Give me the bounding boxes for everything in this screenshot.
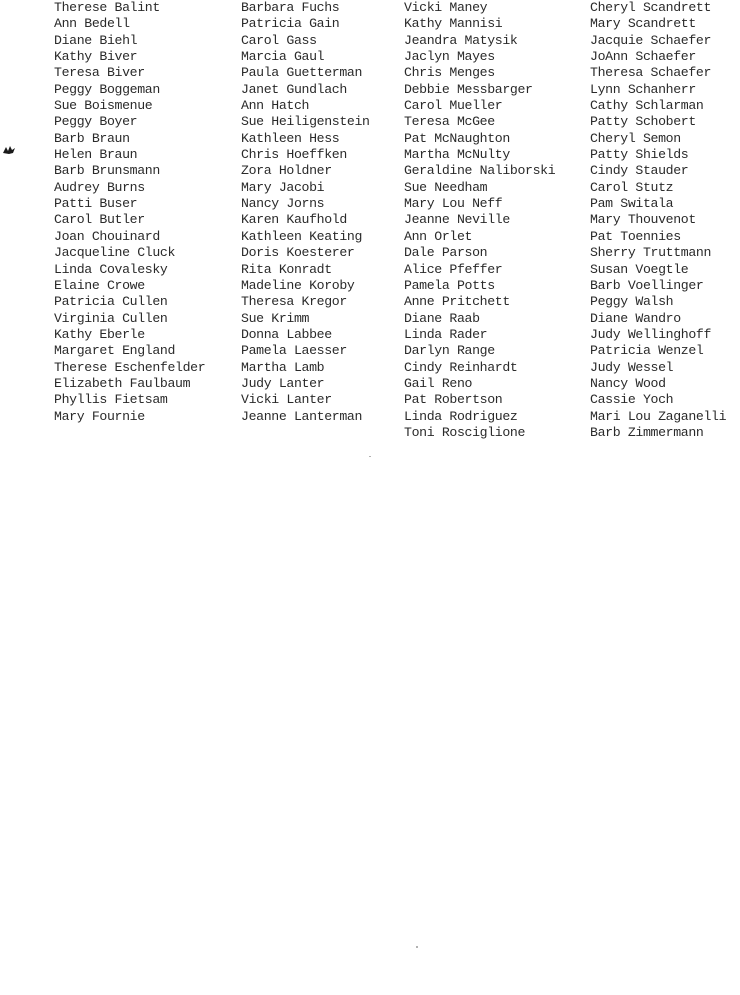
list-item: Peggy Boggeman — [54, 81, 160, 97]
list-item: Sue Krimm — [241, 310, 310, 326]
list-item: Mary Scandrett — [590, 16, 696, 32]
name-column-2 — [241, 0, 370, 425]
list-item: Patty Shields — [590, 147, 689, 163]
list-item: Cheryl Semon — [590, 130, 681, 146]
list-item: Susan Voegtle — [590, 261, 689, 277]
list-item: Therese Balint — [54, 0, 160, 15]
list-item: Mary Thouvenot — [590, 212, 696, 228]
list-item: Margaret England — [54, 343, 176, 359]
list-item: Dale Parson — [404, 245, 488, 261]
list-item: Barb Braun — [54, 130, 130, 146]
list-item: Elaine Crowe — [54, 277, 145, 293]
list-item: Cathy Schlarman — [590, 98, 704, 114]
list-item: Kathy Biver — [54, 49, 138, 65]
list-item: Kathy Eberle — [54, 326, 145, 342]
list-item: Diane Raab — [404, 310, 480, 326]
list-item: Peggy Boyer — [54, 114, 138, 130]
paper-speck — [369, 456, 371, 457]
list-item: Pam Switala — [590, 196, 674, 212]
list-item: Alice Pfeffer — [404, 261, 503, 277]
list-item: JoAnn Schaefer — [590, 49, 696, 65]
list-item: Jeandra Matysik — [404, 32, 518, 48]
list-item: Donna Labbee — [241, 326, 332, 342]
list-item: Sue Needham — [404, 179, 488, 195]
list-item: Sherry Truttmann — [590, 245, 712, 261]
list-item: Barb Voellinger — [590, 277, 704, 293]
list-item: Pat McNaughton — [404, 130, 510, 146]
list-item: Jaclyn Mayes — [404, 49, 495, 65]
list-item: Patricia Cullen — [54, 294, 168, 310]
list-item: Chris Hoeffken — [241, 147, 347, 163]
list-item: Paula Guetterman — [241, 65, 363, 81]
list-item: Cindy Reinhardt — [404, 359, 518, 375]
list-item: Sue Boismenue — [54, 98, 153, 114]
list-item: Martha McNulty — [404, 147, 510, 163]
list-item: Teresa McGee — [404, 114, 495, 130]
list-item: Diane Wandro — [590, 310, 681, 326]
list-item: Judy Wellinghoff — [590, 326, 712, 342]
list-item: Ann Orlet — [404, 228, 473, 244]
list-item: Theresa Kregor — [241, 294, 347, 310]
paper-speck — [416, 946, 418, 948]
list-item: Cindy Stauder — [590, 163, 689, 179]
list-item: Linda Covalesky — [54, 261, 168, 277]
list-item: Debbie Messbarger — [404, 81, 533, 97]
list-item: Sue Heiligenstein — [241, 114, 370, 130]
list-item: Vicki Maney — [404, 0, 488, 15]
list-item: Barb Zimmermann — [590, 424, 704, 440]
list-item: Jeanne Neville — [404, 212, 510, 228]
list-item: Virginia Cullen — [54, 310, 168, 326]
list-item: Jeanne Lanterman — [241, 408, 363, 424]
list-item: Mari Lou Zaganelli — [590, 408, 727, 424]
list-item: Jacqueline Cluck — [54, 245, 176, 261]
list-item: Patricia Gain — [241, 16, 340, 32]
list-item: Doris Koesterer — [241, 245, 355, 261]
list-item: Mary Lou Neff — [404, 196, 503, 212]
list-item: Pamela Laesser — [241, 343, 347, 359]
list-item: Elizabeth Faulbaum — [54, 375, 191, 391]
list-item: Barb Brunsmann — [54, 163, 160, 179]
list-item: Mary Jacobi — [241, 179, 325, 195]
list-item: Barbara Fuchs — [241, 0, 340, 15]
list-item: Marcia Gaul — [241, 49, 325, 65]
list-item: Carol Stutz — [590, 179, 674, 195]
list-item: Madeline Koroby — [241, 277, 355, 293]
list-item: Karen Kaufhold — [241, 212, 347, 228]
list-item: Pamela Potts — [404, 277, 495, 293]
list-item: Therese Eschenfelder — [54, 359, 206, 375]
list-item: Teresa Biver — [54, 65, 145, 81]
list-item: Patty Schobert — [590, 114, 696, 130]
name-column-3 — [404, 0, 555, 441]
list-item: Rita Konradt — [241, 261, 332, 277]
list-item: Pat Toennies — [590, 228, 681, 244]
list-item: Judy Lanter — [241, 375, 325, 391]
list-item: Geraldine Naliborski — [404, 163, 556, 179]
list-item: Carol Gass — [241, 32, 317, 48]
list-item: Phyllis Fietsam — [54, 392, 168, 408]
list-item: Janet Gundlach — [241, 81, 347, 97]
list-item: Jacquie Schaefer — [590, 32, 712, 48]
list-item: Audrey Burns — [54, 179, 145, 195]
list-item: Mary Fournie — [54, 408, 145, 424]
list-item: Kathleen Hess — [241, 130, 340, 146]
list-item: Lynn Schanherr — [590, 81, 696, 97]
list-item: Anne Pritchett — [404, 294, 510, 310]
ink-blot-mark — [2, 145, 16, 155]
list-item: Vicki Lanter — [241, 392, 332, 408]
list-item: Ann Hatch — [241, 98, 310, 114]
list-item: Carol Mueller — [404, 98, 503, 114]
list-item: Diane Biehl — [54, 32, 138, 48]
list-item: Patti Buser — [54, 196, 138, 212]
list-item: Cheryl Scandrett — [590, 0, 712, 15]
list-item: Patricia Wenzel — [590, 343, 704, 359]
list-item: Theresa Schaefer — [590, 65, 712, 81]
list-item: Linda Rader — [404, 326, 488, 342]
list-item: Carol Butler — [54, 212, 145, 228]
list-item: Helen Braun — [54, 147, 138, 163]
list-item: Peggy Walsh — [590, 294, 674, 310]
list-item: Ann Bedell — [54, 16, 130, 32]
list-item: Nancy Jorns — [241, 196, 325, 212]
list-item: Judy Wessel — [590, 359, 674, 375]
list-item: Chris Menges — [404, 65, 495, 81]
list-item: Joan Chouinard — [54, 228, 160, 244]
list-item: Darlyn Range — [404, 343, 495, 359]
list-item: Nancy Wood — [590, 375, 666, 391]
list-item: Kathy Mannisi — [404, 16, 503, 32]
list-item: Zora Holdner — [241, 163, 332, 179]
list-item: Kathleen Keating — [241, 228, 363, 244]
name-column-4 — [590, 0, 726, 441]
list-item: Toni Rosciglione — [404, 424, 526, 440]
name-column-1 — [54, 0, 205, 425]
list-item: Martha Lamb — [241, 359, 325, 375]
list-item: Pat Robertson — [404, 392, 503, 408]
list-item: Linda Rodriguez — [404, 408, 518, 424]
list-item: Cassie Yoch — [590, 392, 674, 408]
list-item: Gail Reno — [404, 375, 473, 391]
